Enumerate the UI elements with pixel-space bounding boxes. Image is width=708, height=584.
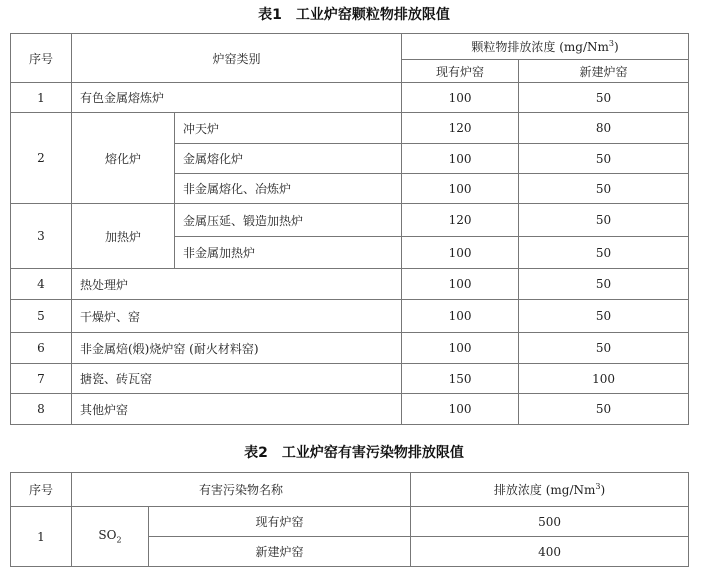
header-seq: 序号: [11, 473, 72, 507]
row-sub-name: 非金属加热炉: [175, 237, 402, 269]
row-new-value: 50: [519, 204, 689, 237]
header-seq: 序号: [11, 34, 72, 83]
row-sub-name: 金属压延、锻造加热炉: [175, 204, 402, 237]
row-seq: 5: [11, 300, 72, 333]
row-seq: 3: [11, 204, 72, 269]
row-sub-name: 现有炉窑: [149, 507, 411, 537]
hazardous-limits-table: [10, 472, 689, 567]
row-name: 搪瓷、砖瓦窑: [72, 364, 402, 394]
row-seq: 1: [11, 507, 72, 567]
row-sub-name: 新建炉窑: [149, 537, 411, 567]
table-row: [11, 507, 689, 537]
row-pollutant: [72, 507, 149, 567]
table-row: [11, 83, 689, 113]
row-group-name: 加热炉: [72, 204, 175, 269]
row-seq: 1: [11, 83, 72, 113]
row-existing-value: 100: [402, 144, 519, 174]
header-existing: 现有炉窑: [402, 60, 519, 83]
header-new: 新建炉窑: [519, 60, 689, 83]
row-seq: 4: [11, 269, 72, 300]
row-seq: 2: [11, 113, 72, 204]
particulate-limits-table: [10, 33, 689, 425]
row-new-value: 50: [519, 269, 689, 300]
row-new-value: 50: [519, 144, 689, 174]
row-name: 干燥炉、窑: [72, 300, 402, 333]
table-row: [11, 300, 689, 333]
row-seq: 7: [11, 364, 72, 394]
row-sub-name: 非金属熔化、冶炼炉: [175, 174, 402, 204]
row-existing-value: 100: [402, 333, 519, 364]
row-name: 其他炉窑: [72, 394, 402, 425]
row-sub-name: 冲天炉: [175, 113, 402, 144]
row-existing-value: 120: [402, 113, 519, 144]
row-new-value: 50: [519, 83, 689, 113]
table-row: [11, 113, 689, 144]
table2-title: 表2 工业炉窑有害污染物排放限值: [244, 445, 464, 461]
table-row: [11, 333, 689, 364]
header-limit: 颗粒物排放浓度 (mg/Nm$^3$): [402, 34, 689, 60]
row-new-value: 50: [519, 237, 689, 269]
row-seq: 6: [11, 333, 72, 364]
row-limit-value: 500: [411, 507, 689, 537]
row-existing-value: 120: [402, 204, 519, 237]
row-new-value: 50: [519, 300, 689, 333]
header-pollutant: 有害污染物名称: [72, 473, 411, 507]
pollutant-subscript: 2: [116, 535, 122, 545]
table1-title: 表1 工业炉窑颗粒物排放限值: [258, 7, 450, 23]
row-existing-value: 100: [402, 83, 519, 113]
header-limit: 排放浓度 (mg/Nm$^3$): [411, 473, 689, 507]
table-row: [11, 394, 689, 425]
header-category: 炉窑类别: [72, 34, 402, 83]
row-group-name: 熔化炉: [72, 113, 175, 204]
row-new-value: 50: [519, 394, 689, 425]
row-name: 有色金属熔炼炉: [72, 83, 402, 113]
table-row: [11, 269, 689, 300]
row-existing-value: 100: [402, 269, 519, 300]
table-row: [11, 204, 689, 237]
row-existing-value: 150: [402, 364, 519, 394]
row-existing-value: 100: [402, 394, 519, 425]
row-existing-value: 100: [402, 237, 519, 269]
row-new-value: 50: [519, 174, 689, 204]
row-sub-name: 金属熔化炉: [175, 144, 402, 174]
row-new-value: 50: [519, 333, 689, 364]
table-row: [11, 364, 689, 394]
row-new-value: 80: [519, 113, 689, 144]
row-new-value: 100: [519, 364, 689, 394]
row-existing-value: 100: [402, 174, 519, 204]
row-name: 非金属焙(煅)烧炉窑 (耐火材料窑): [72, 333, 402, 364]
row-limit-value: 400: [411, 537, 689, 567]
row-existing-value: 100: [402, 300, 519, 333]
row-seq: 8: [11, 394, 72, 425]
pollutant-formula: SO: [98, 528, 117, 543]
row-name: 热处理炉: [72, 269, 402, 300]
